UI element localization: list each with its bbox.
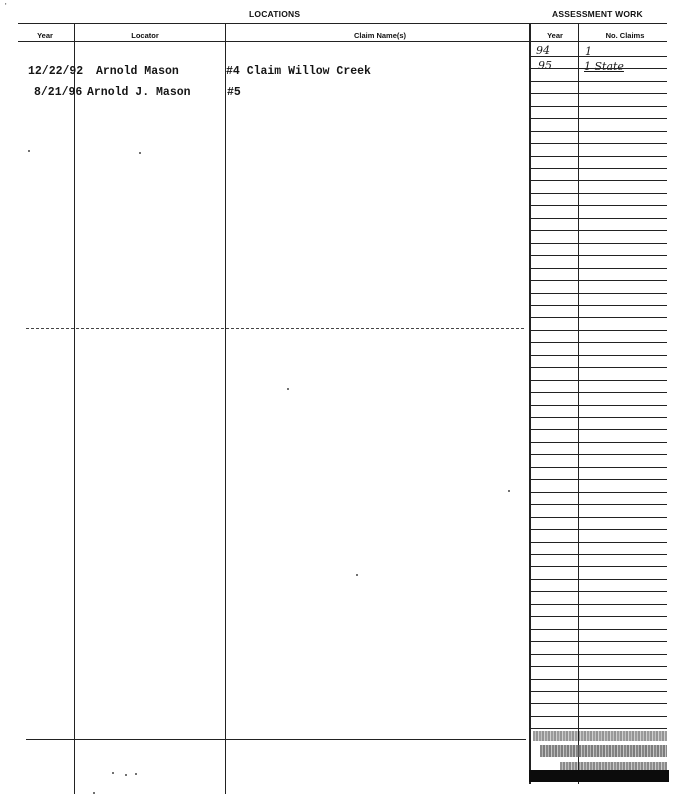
assessment-ruled-line bbox=[529, 604, 667, 605]
assessment-ruled-line bbox=[529, 56, 667, 57]
assessment-ruled-line bbox=[529, 243, 667, 244]
col-header-locator: Locator bbox=[131, 31, 159, 40]
assessment-ruled-line bbox=[529, 703, 667, 704]
assessment-ruled-line bbox=[529, 616, 667, 617]
assessment-ruled-line bbox=[529, 156, 667, 157]
assessment-ruled-line bbox=[529, 654, 667, 655]
fold-line bbox=[26, 328, 524, 329]
copy-smudge bbox=[560, 762, 667, 770]
assessment-ruled-line bbox=[529, 317, 667, 318]
assessment-ruled-line bbox=[529, 168, 667, 169]
assessment-ruled-line bbox=[529, 492, 667, 493]
bottom-rule bbox=[26, 739, 526, 740]
assessment-ruled-line bbox=[529, 716, 667, 717]
assessment-ruled-line bbox=[529, 230, 667, 231]
assessment-ruled-line bbox=[529, 641, 667, 642]
assessment-ruled-line bbox=[529, 367, 667, 368]
assessment-ruled-line bbox=[529, 342, 667, 343]
col-header-aw-year: Year bbox=[547, 31, 563, 40]
col-header-year: Year bbox=[37, 31, 53, 40]
location-year: 12/22/92 bbox=[28, 65, 84, 78]
assessment-ruled-line bbox=[529, 68, 667, 69]
assessment-ruled-line bbox=[529, 380, 667, 381]
stray-dot bbox=[28, 150, 30, 152]
assessment-ruled-line bbox=[529, 93, 667, 94]
assessment-ruled-line bbox=[529, 504, 667, 505]
assessment-ruled-line bbox=[529, 118, 667, 119]
assessment-ruled-line bbox=[529, 193, 667, 194]
col-header-no-claims: No. Claims bbox=[605, 31, 645, 40]
stray-dot bbox=[135, 773, 137, 775]
stray-dot bbox=[356, 574, 358, 576]
assessment-ruled-line bbox=[529, 255, 667, 256]
assessment-ruled-line bbox=[529, 529, 667, 530]
assessment-ruled-line bbox=[529, 554, 667, 555]
divider-year-locator bbox=[74, 24, 75, 794]
aw-claims: 1 bbox=[585, 45, 592, 58]
aw-year: 94 bbox=[536, 44, 550, 57]
assessment-ruled-line bbox=[529, 579, 667, 580]
location-year: 8/21/96 bbox=[34, 86, 83, 99]
stray-dot bbox=[287, 388, 289, 390]
assessment-ruled-line bbox=[529, 330, 667, 331]
assessment-ruled-line bbox=[529, 405, 667, 406]
stray-dot bbox=[508, 490, 510, 492]
assessment-ruled-line bbox=[529, 131, 667, 132]
assessment-ruled-line bbox=[529, 442, 667, 443]
assessment-ruled-line bbox=[529, 355, 667, 356]
copy-dark-band bbox=[529, 770, 669, 782]
assessment-ruled-line bbox=[529, 429, 667, 430]
assessment-ruled-line bbox=[529, 268, 667, 269]
location-claim: #4 Claim Willow Creek bbox=[226, 65, 371, 78]
assessment-ruled-line bbox=[529, 392, 667, 393]
header-top-rule bbox=[18, 23, 667, 24]
stray-dot bbox=[125, 774, 127, 776]
assessment-ruled-line bbox=[529, 591, 667, 592]
assessment-ruled-line bbox=[529, 305, 667, 306]
aw-claims: 1 State bbox=[584, 60, 624, 73]
location-locator: Arnold Mason bbox=[96, 65, 179, 78]
assessment-ruled-line bbox=[529, 542, 667, 543]
stray-dot bbox=[93, 792, 95, 794]
assessment-ruled-line bbox=[529, 143, 667, 144]
assessment-work-title: ASSESSMENT WORK bbox=[552, 9, 643, 19]
assessment-ruled-line bbox=[529, 679, 667, 680]
assessment-ruled-line bbox=[529, 479, 667, 480]
stray-dot bbox=[139, 152, 141, 154]
header-bottom-rule bbox=[18, 41, 667, 42]
assessment-ruled-line bbox=[529, 81, 667, 82]
assessment-ruled-line bbox=[529, 106, 667, 107]
corner-mark: ' bbox=[5, 2, 7, 11]
divider-locator-claims bbox=[225, 24, 226, 794]
divider-aw-year-claims bbox=[578, 24, 579, 784]
aw-year: 95 bbox=[538, 59, 552, 72]
assessment-ruled-line bbox=[529, 691, 667, 692]
assessment-ruled-line bbox=[529, 629, 667, 630]
assessment-ruled-line bbox=[529, 205, 667, 206]
assessment-ruled-line bbox=[529, 280, 667, 281]
copy-smudge bbox=[540, 745, 667, 757]
stray-dot bbox=[112, 772, 114, 774]
assessment-ruled-line bbox=[529, 180, 667, 181]
divider-claims-assessment bbox=[529, 24, 531, 784]
locations-title: LOCATIONS bbox=[249, 9, 301, 19]
copy-smudge bbox=[533, 731, 667, 741]
col-header-claim-names: Claim Name(s) bbox=[353, 31, 407, 40]
assessment-ruled-line bbox=[529, 417, 667, 418]
assessment-ruled-line bbox=[529, 454, 667, 455]
location-claim: #5 bbox=[227, 86, 241, 99]
location-locator: Arnold J. Mason bbox=[87, 86, 191, 99]
assessment-ruled-line bbox=[529, 293, 667, 294]
assessment-ruled-line bbox=[529, 467, 667, 468]
assessment-ruled-line bbox=[529, 728, 667, 729]
assessment-ruled-line bbox=[529, 666, 667, 667]
assessment-ruled-line bbox=[529, 218, 667, 219]
assessment-ruled-line bbox=[529, 566, 667, 567]
assessment-ruled-line bbox=[529, 517, 667, 518]
